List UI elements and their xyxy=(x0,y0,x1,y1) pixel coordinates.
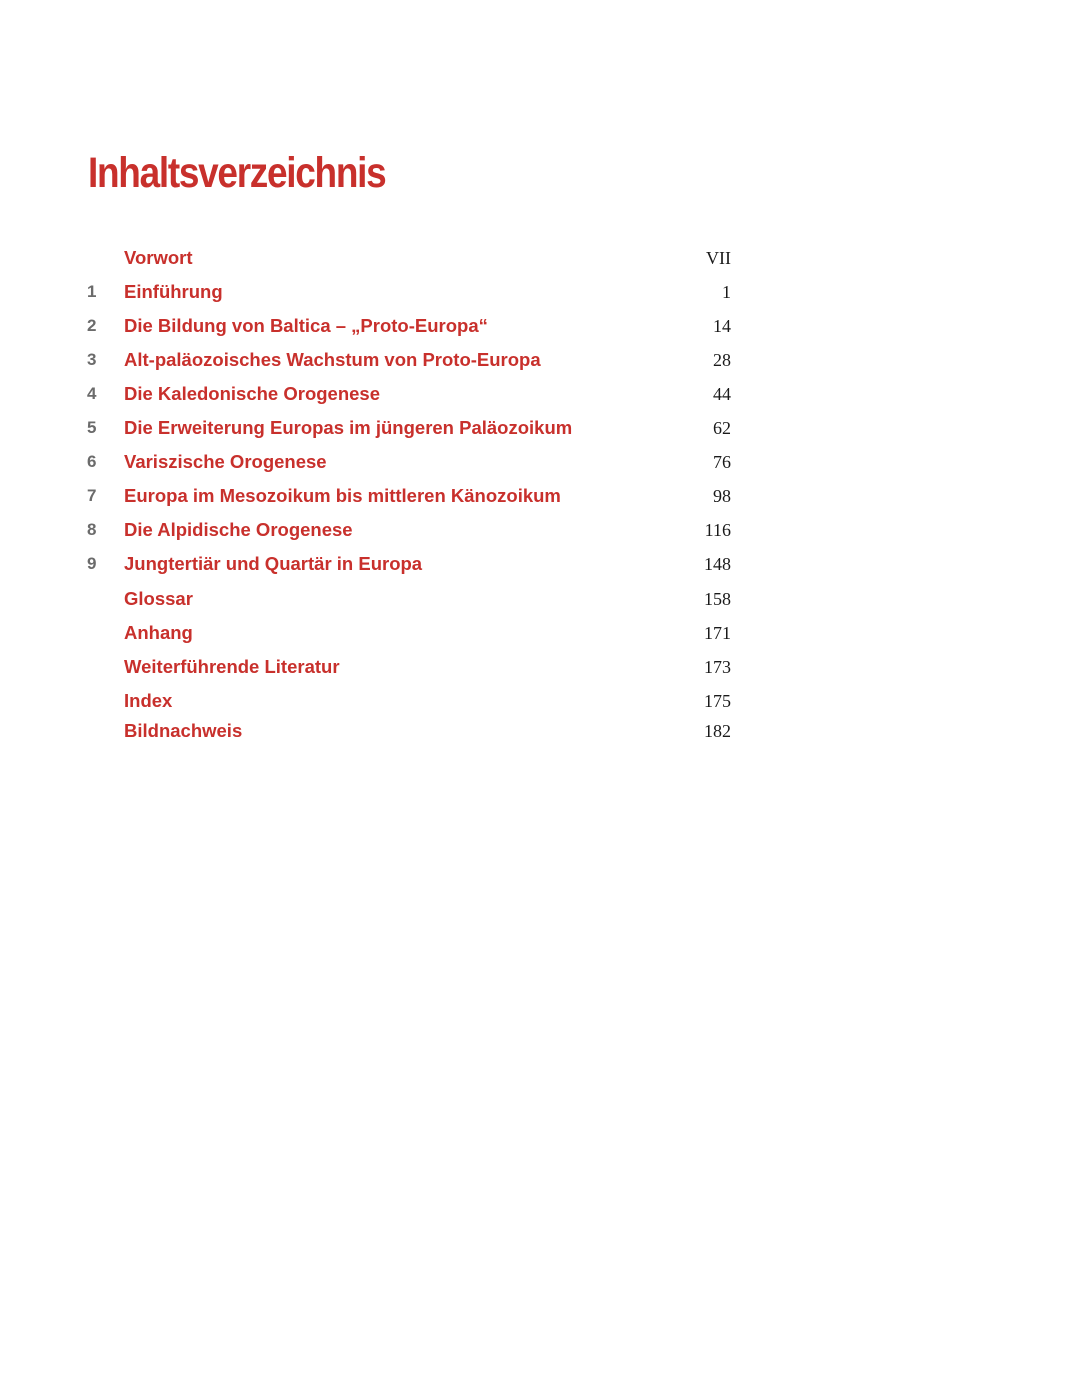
toc-entry-title: Die Erweiterung Europas im jüngeren Paläozoikum xyxy=(124,417,573,438)
toc-entry[interactable] xyxy=(0,718,1089,744)
toc-entry[interactable] xyxy=(0,551,1089,577)
toc-entry[interactable] xyxy=(0,449,1089,475)
toc-entry-title: Die Kaledonische Orogenese xyxy=(124,383,381,404)
toc-entry-title: Jungtertiär und Quartär in Europa xyxy=(124,553,423,574)
toc-entry-title: Europa im Mesozoikum bis mittleren Känozoikum xyxy=(124,485,561,506)
toc-entry-page: 44 xyxy=(713,384,731,404)
toc-entry-title: Die Alpidische Orogenese xyxy=(124,519,353,540)
toc-entry-number: 7 xyxy=(87,486,97,505)
toc-entry-page: VII xyxy=(706,248,731,268)
toc-entry[interactable] xyxy=(0,381,1089,407)
toc-entry[interactable] xyxy=(0,279,1089,305)
toc-entry[interactable] xyxy=(0,586,1089,612)
toc-entry-number: 5 xyxy=(87,418,97,437)
toc-entry-page: 98 xyxy=(713,486,731,506)
toc-entry-title: Alt-paläozoisches Wachstum von Proto-Europa xyxy=(124,349,541,370)
toc-entry-page: 28 xyxy=(713,350,731,370)
toc-entry-number: 1 xyxy=(87,282,97,301)
toc-entry-number: 8 xyxy=(87,520,97,539)
toc-entry-page: 148 xyxy=(704,554,731,574)
toc-entry[interactable] xyxy=(0,415,1089,441)
toc-entry-title: Weiterführende Literatur xyxy=(124,656,340,677)
toc-entry-page: 158 xyxy=(704,589,731,609)
toc-entry-page: 171 xyxy=(704,623,731,643)
toc-entry-page: 62 xyxy=(713,418,731,438)
toc-entry-title: Anhang xyxy=(124,622,193,643)
toc-entry-page: 1 xyxy=(722,282,731,302)
toc-entry[interactable] xyxy=(0,654,1089,680)
toc-entry-title: Bildnachweis xyxy=(124,720,243,741)
toc-entry[interactable] xyxy=(0,483,1089,509)
toc-entry[interactable] xyxy=(0,347,1089,373)
toc-entry-page: 76 xyxy=(713,452,731,472)
page-title: Inhaltsverzeichnis xyxy=(88,149,386,197)
toc-entry[interactable] xyxy=(0,517,1089,543)
toc-entry[interactable] xyxy=(0,620,1089,646)
toc-entry-number: 9 xyxy=(87,554,97,573)
toc-entry-number: 6 xyxy=(87,452,97,471)
toc-entry-page: 173 xyxy=(704,657,731,677)
toc-entry-title: Einführung xyxy=(124,281,223,302)
toc-entry-page: 182 xyxy=(704,721,731,741)
toc-entry-page: 175 xyxy=(704,691,731,711)
toc-entry[interactable] xyxy=(0,313,1089,339)
toc-entry-page: 14 xyxy=(713,316,731,336)
toc-entry-title: Index xyxy=(124,690,173,711)
toc-entry[interactable] xyxy=(0,245,1089,271)
toc-entry-title: Vorwort xyxy=(124,247,193,268)
toc-entry[interactable] xyxy=(0,688,1089,714)
toc-entry-number: 4 xyxy=(87,384,97,403)
toc-entry-title: Variszische Orogenese xyxy=(124,451,327,472)
toc-entry-title: Die Bildung von Baltica – „Proto-Europa“ xyxy=(124,315,488,336)
toc-entry-page: 116 xyxy=(704,520,731,540)
toc-entry-title: Glossar xyxy=(124,588,193,609)
toc-entry-number: 2 xyxy=(87,316,97,335)
toc-entry-number: 3 xyxy=(87,350,97,369)
